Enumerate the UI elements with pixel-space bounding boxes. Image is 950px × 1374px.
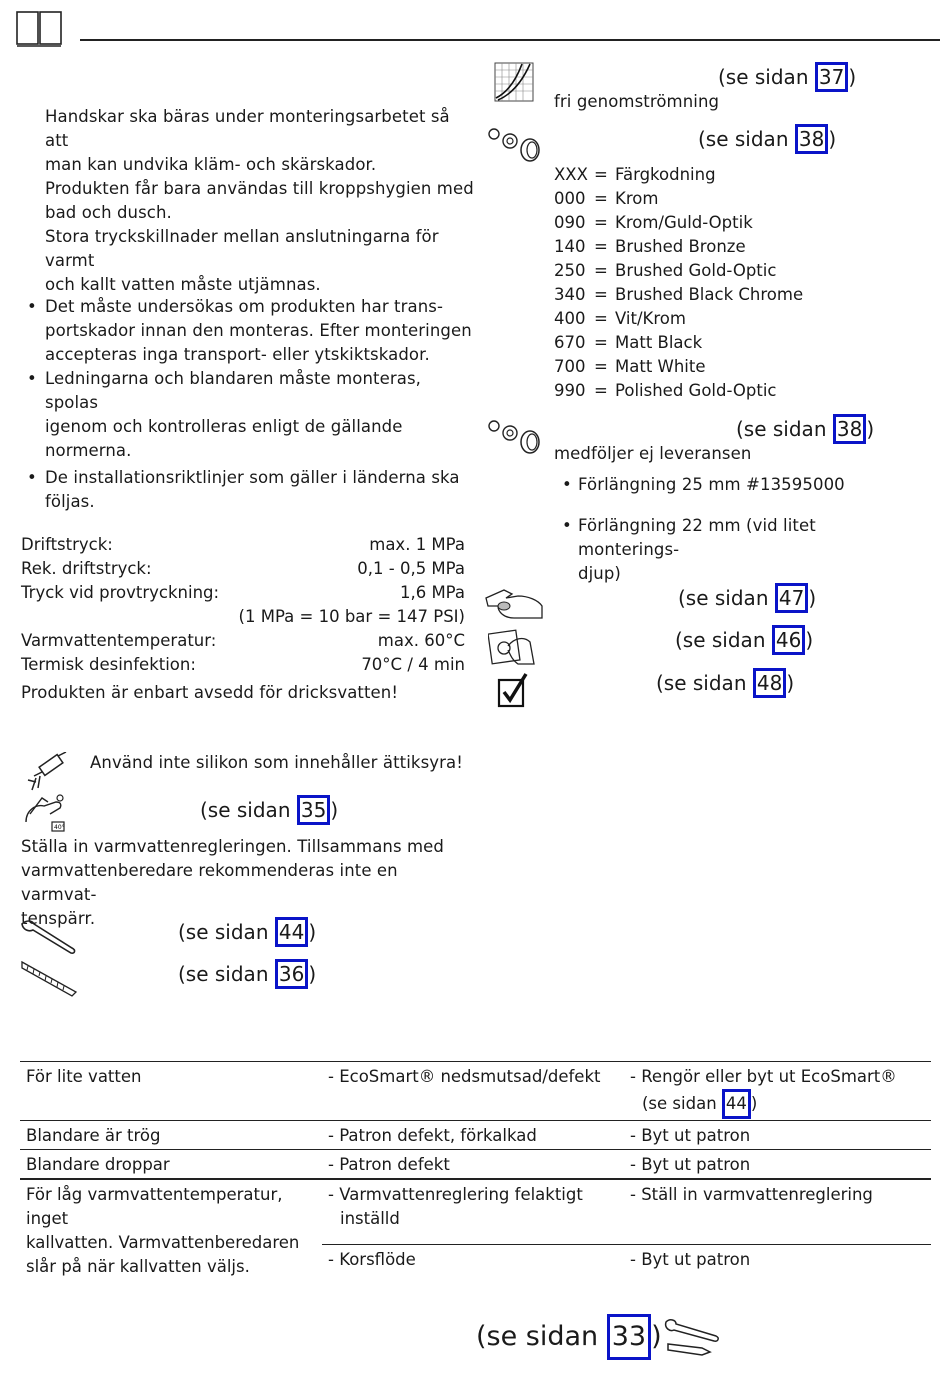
- bullet-line: accepteras inga transport- eller ytskiktskador.: [45, 345, 430, 364]
- remedy-cell: [624, 1245, 931, 1280]
- safety-notes: [45, 105, 475, 297]
- extension-item: [562, 514, 918, 586]
- cause-cell: [322, 1062, 624, 1121]
- ref-label: (se sidan: [678, 586, 775, 610]
- page-link-38[interactable]: 38: [833, 414, 866, 444]
- equals-sign: =: [594, 381, 608, 400]
- spec-value: 1,6 MPa: [399, 583, 465, 602]
- equals-sign: =: [594, 309, 608, 328]
- bullet-line: följas.: [45, 492, 95, 511]
- page-link-44[interactable]: 44: [275, 917, 308, 947]
- spec-row: [21, 581, 465, 605]
- page-link-44[interactable]: 44: [722, 1089, 751, 1119]
- not-included-label: medföljer ej leveransen: [554, 444, 752, 463]
- handle-parts-icon: [486, 124, 544, 164]
- bullet-dot: •: [562, 475, 572, 494]
- equals-sign: =: [594, 237, 608, 256]
- color-code-row: [554, 331, 884, 355]
- cause-cell: [322, 1245, 624, 1280]
- bullet-item: [27, 367, 475, 463]
- remedy-ref[interactable]: [630, 1089, 925, 1119]
- bullet-line: Ledningarna och blandaren måste monteras, spolas: [45, 369, 422, 412]
- spec-row: [21, 605, 465, 629]
- equals-sign: =: [594, 261, 608, 280]
- cell-line: kallvatten. Varmvattenberedaren: [26, 1233, 300, 1252]
- safety-line: Stora tryckskillnader mellan anslutningarna för varmt: [45, 227, 439, 270]
- page-ref-47[interactable]: [678, 583, 816, 613]
- finish-name: Brushed Black Chrome: [615, 285, 804, 304]
- problem-cell: [20, 1121, 322, 1150]
- page-ref-38b[interactable]: [736, 414, 874, 444]
- finish-name: Krom/Guld-Optik: [615, 213, 753, 232]
- cell-line: - Byt ut patron: [630, 1250, 751, 1270]
- page-ref-46[interactable]: [675, 625, 813, 655]
- ref-close: ): [750, 1094, 758, 1113]
- spec-value: 70°C / 4 min: [361, 655, 465, 674]
- ref-label: (se sidan: [178, 920, 275, 944]
- spec-row: [21, 557, 465, 581]
- ruler-icon: [20, 960, 78, 998]
- cell-line: För lite vatten: [26, 1067, 142, 1086]
- bullet-line: igenom och kontrolleras enligt de gällande: [45, 417, 403, 436]
- drinking-water-note: Produkten är enbart avsedd för dricksvatten!: [21, 683, 399, 702]
- hand-temperature-icon: [22, 792, 68, 834]
- safety-line: man kan undvika kläm- och skärskador.: [45, 155, 377, 174]
- bullet-line: De installationsriktlinjer som gäller i länderna ska: [45, 468, 460, 487]
- bullet-line: normerna.: [45, 441, 132, 460]
- ref-label: (se sidan: [718, 65, 815, 89]
- spec-value: (1 MPa = 10 bar = 147 PSI): [238, 607, 465, 626]
- ref-label: (se sidan: [476, 1321, 607, 1352]
- code: 400: [554, 309, 586, 328]
- spec-label: Driftstryck:: [21, 535, 113, 554]
- cause-cell: [322, 1121, 624, 1150]
- remedy-cell: [624, 1179, 931, 1245]
- cell-line: - Korsflöde: [328, 1250, 416, 1270]
- bullet-line: Det måste undersökas om produkten har trans-: [45, 297, 444, 316]
- manual-book-icon: [16, 10, 62, 48]
- cell-line: - Ställ in varmvattenreglering: [630, 1185, 873, 1204]
- extension-list: [562, 473, 918, 586]
- page-link-38[interactable]: 38: [795, 124, 828, 154]
- table-row: [20, 1121, 931, 1150]
- bullet-dot: •: [27, 369, 37, 388]
- flow-diagram-icon: [494, 62, 534, 102]
- table-row: [20, 1062, 931, 1121]
- code: 090: [554, 213, 586, 232]
- table-row: [20, 1179, 931, 1245]
- cell-line: - Byt ut patron: [630, 1126, 751, 1145]
- svg-text:40°: 40°: [54, 824, 65, 831]
- cell-line: - EcoSmart® nedsmutsad/defekt: [328, 1067, 601, 1086]
- cell-line: - Patron defekt, förkalkad: [328, 1126, 537, 1145]
- extension-item: [562, 473, 918, 497]
- ref-close: ): [805, 628, 814, 652]
- finish-name: Polished Gold-Optic: [615, 381, 777, 400]
- silicone-warning: Använd inte silikon som innehåller ättiksyra!: [90, 753, 463, 772]
- finish-name: Brushed Gold-Optic: [615, 261, 777, 280]
- page-link-37[interactable]: 37: [815, 62, 848, 92]
- bullet-dot: •: [27, 297, 37, 316]
- ref-close: ): [651, 1321, 662, 1352]
- spec-value: max. 1 MPa: [369, 535, 465, 554]
- troubleshooting-table: [20, 1061, 931, 1280]
- equals-sign: =: [594, 285, 608, 304]
- header-rule: [80, 39, 940, 41]
- note-line: tenspärr.: [21, 909, 96, 928]
- wrench-screwdriver-icon: [662, 1318, 720, 1358]
- cause-cell: [322, 1179, 624, 1245]
- problem-cell: [20, 1062, 322, 1121]
- color-code-row: [554, 163, 884, 187]
- finish-name: Matt Black: [615, 333, 703, 352]
- color-code-row: [554, 259, 884, 283]
- color-code-row: [554, 187, 884, 211]
- cell-line: Blandare droppar: [26, 1155, 170, 1174]
- cleaning-hand-icon: [484, 584, 544, 620]
- equals-sign: =: [594, 165, 608, 184]
- wrench-icon: [20, 918, 78, 956]
- bullet-item: [27, 466, 475, 514]
- color-code-row: [554, 379, 884, 403]
- page-link-48[interactable]: 48: [753, 668, 786, 698]
- page-link-35[interactable]: 35: [297, 795, 330, 825]
- cell-line: inställd: [340, 1209, 400, 1228]
- safety-line: Produkten får bara användas till kroppshygien med: [45, 179, 474, 198]
- spec-row: [21, 629, 465, 653]
- ref-close: ): [848, 65, 857, 89]
- color-code-row: [554, 283, 884, 307]
- equals-sign: =: [594, 333, 608, 352]
- code: 670: [554, 333, 586, 352]
- cell-line: För låg varmvattentemperatur, inget: [26, 1185, 283, 1228]
- cell-line: - Varmvattenreglering felaktigt: [328, 1185, 583, 1204]
- installation-bullets: [27, 295, 475, 514]
- color-code-row: [554, 211, 884, 235]
- remedy-cell: [624, 1121, 931, 1150]
- safety-line: Handskar ska bäras under monteringsarbetet så att: [45, 107, 450, 150]
- page-link-36[interactable]: 36: [275, 959, 308, 989]
- ref-close: ): [330, 798, 339, 822]
- checkmark-box-icon: [497, 672, 529, 708]
- bullet-line: portskador innan den monteras. Efter monteringen: [45, 321, 472, 340]
- note-line: Ställa in varmvattenregleringen. Tillsammans med: [21, 837, 444, 856]
- safety-line: och kallt vatten måste utjämnas.: [45, 275, 321, 294]
- page-ref-48[interactable]: [656, 668, 794, 698]
- page-link-46[interactable]: 46: [772, 625, 805, 655]
- color-code-row: [554, 355, 884, 379]
- code: 140: [554, 237, 586, 256]
- spec-row: [21, 653, 465, 677]
- page-link-33[interactable]: 33: [607, 1314, 651, 1360]
- page-ref-38a[interactable]: [698, 124, 836, 154]
- handle-parts-icon: [486, 416, 544, 456]
- equals-sign: =: [594, 357, 608, 376]
- table-row: [20, 1150, 931, 1180]
- bullet-dot: •: [27, 468, 37, 487]
- color-code-row: [554, 235, 884, 259]
- page-ref-35[interactable]: [200, 795, 338, 825]
- bullet-item: [27, 295, 475, 367]
- cell-line: - Patron defekt: [328, 1155, 450, 1174]
- spec-label: Tryck vid provtryckning:: [21, 583, 220, 602]
- finish-name: Färgkodning: [615, 165, 716, 184]
- code: 000: [554, 189, 586, 208]
- extension-text: djup): [578, 564, 621, 583]
- ref-label: (se sidan: [698, 127, 795, 151]
- page-ref-37[interactable]: [718, 62, 856, 92]
- hand-operating-handle-icon: [488, 624, 536, 666]
- remedy-cell: [624, 1062, 931, 1121]
- ref-close: ): [828, 127, 837, 151]
- spec-value: 0,1 - 0,5 MPa: [357, 559, 465, 578]
- cause-cell: [322, 1150, 624, 1180]
- safety-line: bad och dusch.: [45, 203, 172, 222]
- color-code-row: [554, 307, 884, 331]
- ref-label: (se sidan: [656, 671, 753, 695]
- cell-line: Blandare är trög: [26, 1126, 161, 1145]
- spec-value: max. 60°C: [377, 631, 465, 650]
- code: XXX: [554, 165, 588, 184]
- ref-label: (se sidan: [675, 628, 772, 652]
- spec-label: Termisk desinfektion:: [21, 655, 196, 674]
- ref-close: ): [808, 586, 817, 610]
- remedy-cell: [624, 1150, 931, 1180]
- finish-name: Brushed Bronze: [615, 237, 746, 256]
- code: 990: [554, 381, 586, 400]
- equals-sign: =: [594, 189, 608, 208]
- finish-name: Krom: [615, 189, 659, 208]
- ref-close: ): [866, 417, 875, 441]
- silicone-gun-icon: [26, 752, 68, 792]
- ref-label: (se sidan: [642, 1094, 722, 1113]
- page-link-47[interactable]: 47: [775, 583, 808, 613]
- ref-label: (se sidan: [736, 417, 833, 441]
- footer-page-ref[interactable]: [476, 1314, 662, 1360]
- ref-close: ): [308, 920, 317, 944]
- flow-label: fri genomströmning: [554, 92, 720, 111]
- spec-row: [21, 533, 465, 557]
- cell-line: - Byt ut patron: [630, 1155, 751, 1174]
- cell-line: - Rengör eller byt ut EcoSmart®: [630, 1067, 897, 1086]
- code: 700: [554, 357, 586, 376]
- ref-close: ): [786, 671, 795, 695]
- page-ref-36[interactable]: [178, 959, 316, 989]
- ref-label: (se sidan: [200, 798, 297, 822]
- ref-label: (se sidan: [178, 962, 275, 986]
- spec-label: Rek. driftstryck:: [21, 559, 152, 578]
- problem-cell: [20, 1179, 322, 1280]
- extension-text: Förlängning 25 mm #13595000: [578, 475, 845, 494]
- bullet-dot: •: [562, 516, 572, 535]
- ref-close: ): [308, 962, 317, 986]
- page-ref-44[interactable]: [178, 917, 316, 947]
- finish-name: Vit/Krom: [615, 309, 686, 328]
- cell-line: slår på när kallvatten väljs.: [26, 1257, 250, 1276]
- equals-sign: =: [594, 213, 608, 232]
- spec-label: Varmvattentemperatur:: [21, 631, 217, 650]
- extension-text: Förlängning 22 mm (vid litet monterings-: [578, 516, 816, 559]
- finish-name: Matt White: [615, 357, 706, 376]
- note-line: varmvattenberedare rekommenderas inte en varmvat-: [21, 861, 398, 904]
- problem-cell: [20, 1150, 322, 1180]
- code: 340: [554, 285, 586, 304]
- code: 250: [554, 261, 586, 280]
